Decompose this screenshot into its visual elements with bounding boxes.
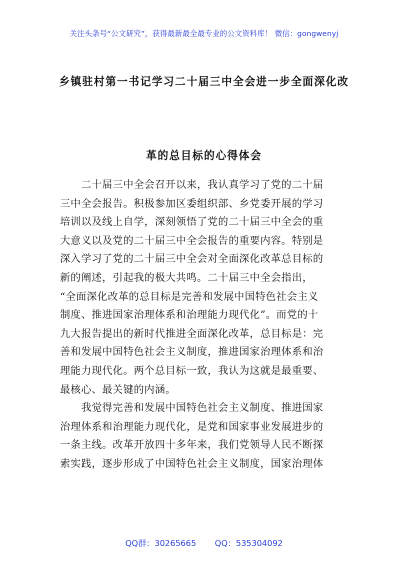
document-title-line-1: 乡镇驻村第一书记学习二十届三中全会进一步全面深化改 [59,76,349,88]
body-line: 九大报告提出的新时代推进全面深化改革，总目标是：完 [60,328,324,340]
document-body [60,177,354,475]
body-line: 制度、推进国家治理体系和治理能力现代化”。而党的十 [60,310,319,322]
footer-qq: QQ：535304092 [214,538,283,548]
body-line: 新的阐述，引起我的极大共鸣。二十届三中全会指出， [60,272,313,284]
body-line: 深入学习了党的二十届三中全会对全面深化改革总目标的 [60,254,324,266]
body-line: 索实践，逐步形成了中国特色社会主义制度，国家治理体 [60,458,324,470]
body-line: 二十届三中全会召开以来，我认真学习了党的二十届 [60,180,324,191]
body-line: 我觉得完善和发展中国特色社会主义制度、推进国家 [60,403,324,415]
body-line: 三中全会报告。积极参加区委组织部、乡党委开展的学习 [60,198,324,210]
body-line: 一条主线。改革开放四十多年来，我们党领导人民不断探 [60,440,324,452]
body-line: 培训以及线上自学，深刻领悟了党的二十届三中全会的重 [60,217,324,229]
body-line: 理能力现代化。两个总目标一致，我认为这就是最重要、 [60,365,324,377]
body-line: 善和发展中国特色社会主义制度，推进国家治理体系和治 [60,347,324,359]
body-line: 治理体系和治理能力现代化，是党和国家事业发展进步的 [60,421,324,433]
footer-contact [0,538,408,549]
footer-qq-group: QQ群：30265665 [125,538,197,548]
header-notice: 关注头条号“公文研究”，获得最新最全最专业的公文资料库！ 微信：gongwenyj [69,29,339,38]
body-line: 最核心、最关键的内涵。 [60,384,176,396]
body-line: 大意义以及党的二十届三中全会报告的重要内容。特别是 [60,235,324,247]
document-title-line-2: 革的总目标的心得体会 [146,150,262,162]
body-line: “全面深化改革的总目标是完善和发展中国特色社会主义 [60,291,319,303]
